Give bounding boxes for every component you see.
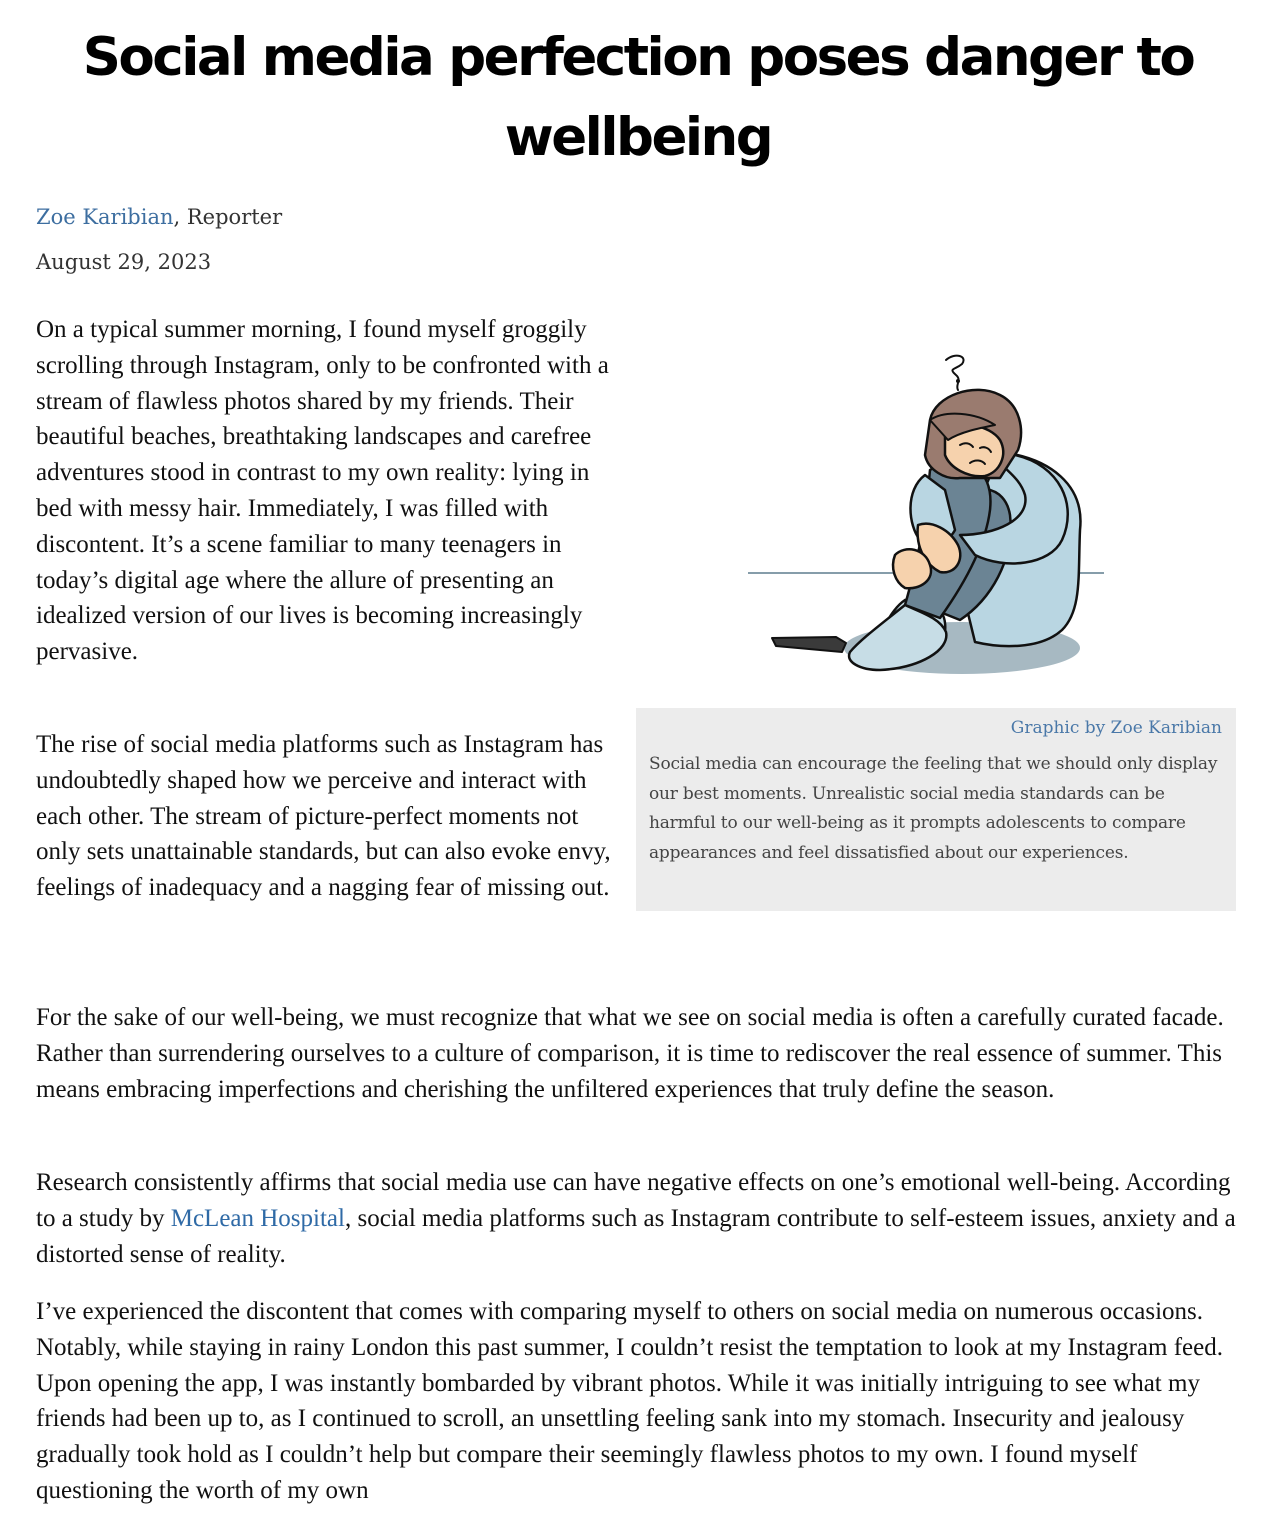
mclean-hospital-link[interactable]: McLean Hospital bbox=[170, 1204, 345, 1232]
byline bbox=[36, 202, 282, 232]
byline-separator: , bbox=[173, 205, 187, 229]
paragraph-4-text-end: , social media platforms such as Instagram contribute to self-esteem issues, anxiety and a distorted sense of reality. bbox=[36, 1204, 1236, 1268]
caption-box bbox=[636, 708, 1236, 911]
publish-date: August 29, 2023 bbox=[36, 250, 212, 274]
paragraph-4 bbox=[36, 1165, 1241, 1272]
figure-illustration bbox=[636, 318, 1236, 698]
figure-caption: Social media can encourage the feeling that we should only display our best moments. Unrealistic social media standards can be harmful to our well-being as it prompts adolescents to compare appearances and feel dissatisfied about our experiences. bbox=[649, 754, 1218, 863]
graphic-credit: Graphic by Zoe Karibian bbox=[1010, 718, 1222, 738]
paragraph-4-text-start: Research consistently affirms that social media use can have negative effects on one’s emotional well-being. According to a study by bbox=[36, 1169, 1231, 1232]
sad-teenager-illustration bbox=[636, 318, 1236, 698]
paragraph-5: I’ve experienced the discontent that comes with comparing myself to others on social media on numerous occasions. Notably, while staying in rainy London this past summer, I couldn’t resist the temptation to look at my Instagram feed. Upon opening the app, I was instantly bombarded by vibrant photos. While it was initially intriguing to see what my friends had been up to, as I continued to scroll, an unsettling feeling sank into my stomach. Insecurity and jealousy gradually took hold as I couldn’t help but compare their seemingly flawless photos to my own. I found myself questioning the worth of my own bbox=[36, 1298, 1223, 1504]
paragraph-1: On a typical summer morning, I found myself groggily scrolling through Instagram, only to be confronted with a stream of flawless photos shared by my friends. Their beautiful beaches, breathtaking landscapes and carefree adventures stood in contrast to my own reality: lying in bed with messy hair. Immediately, I was filled with discontent. It’s a scene familiar to many teenagers in today’s digital age where the allure of presenting an idealized version of our lives is becoming increasingly pervasive. bbox=[36, 316, 609, 666]
headline: Social media perfection poses danger to wellbeing bbox=[82, 27, 1194, 168]
author-role: Reporter bbox=[186, 205, 283, 229]
author-link[interactable]: Zoe Karibian bbox=[36, 205, 174, 229]
paragraph-3: For the sake of our well-being, we must recognize that what we see on social media is often a carefully curated facade. Rather than surrendering ourselves to a culture of comparison, it is time to rediscover the real essence of summer. This means embracing imperfections and cherishing the unfiltered experiences that truly define the season. bbox=[36, 1004, 1224, 1103]
paragraph-2: The rise of social media platforms such as Instagram has undoubtedly shaped how we perceive and interact with each other. The stream of picture-perfect moments not only sets unattainable standards, but can also evoke envy, feelings of inadequacy and a nagging fear of missing out. bbox=[36, 731, 611, 902]
